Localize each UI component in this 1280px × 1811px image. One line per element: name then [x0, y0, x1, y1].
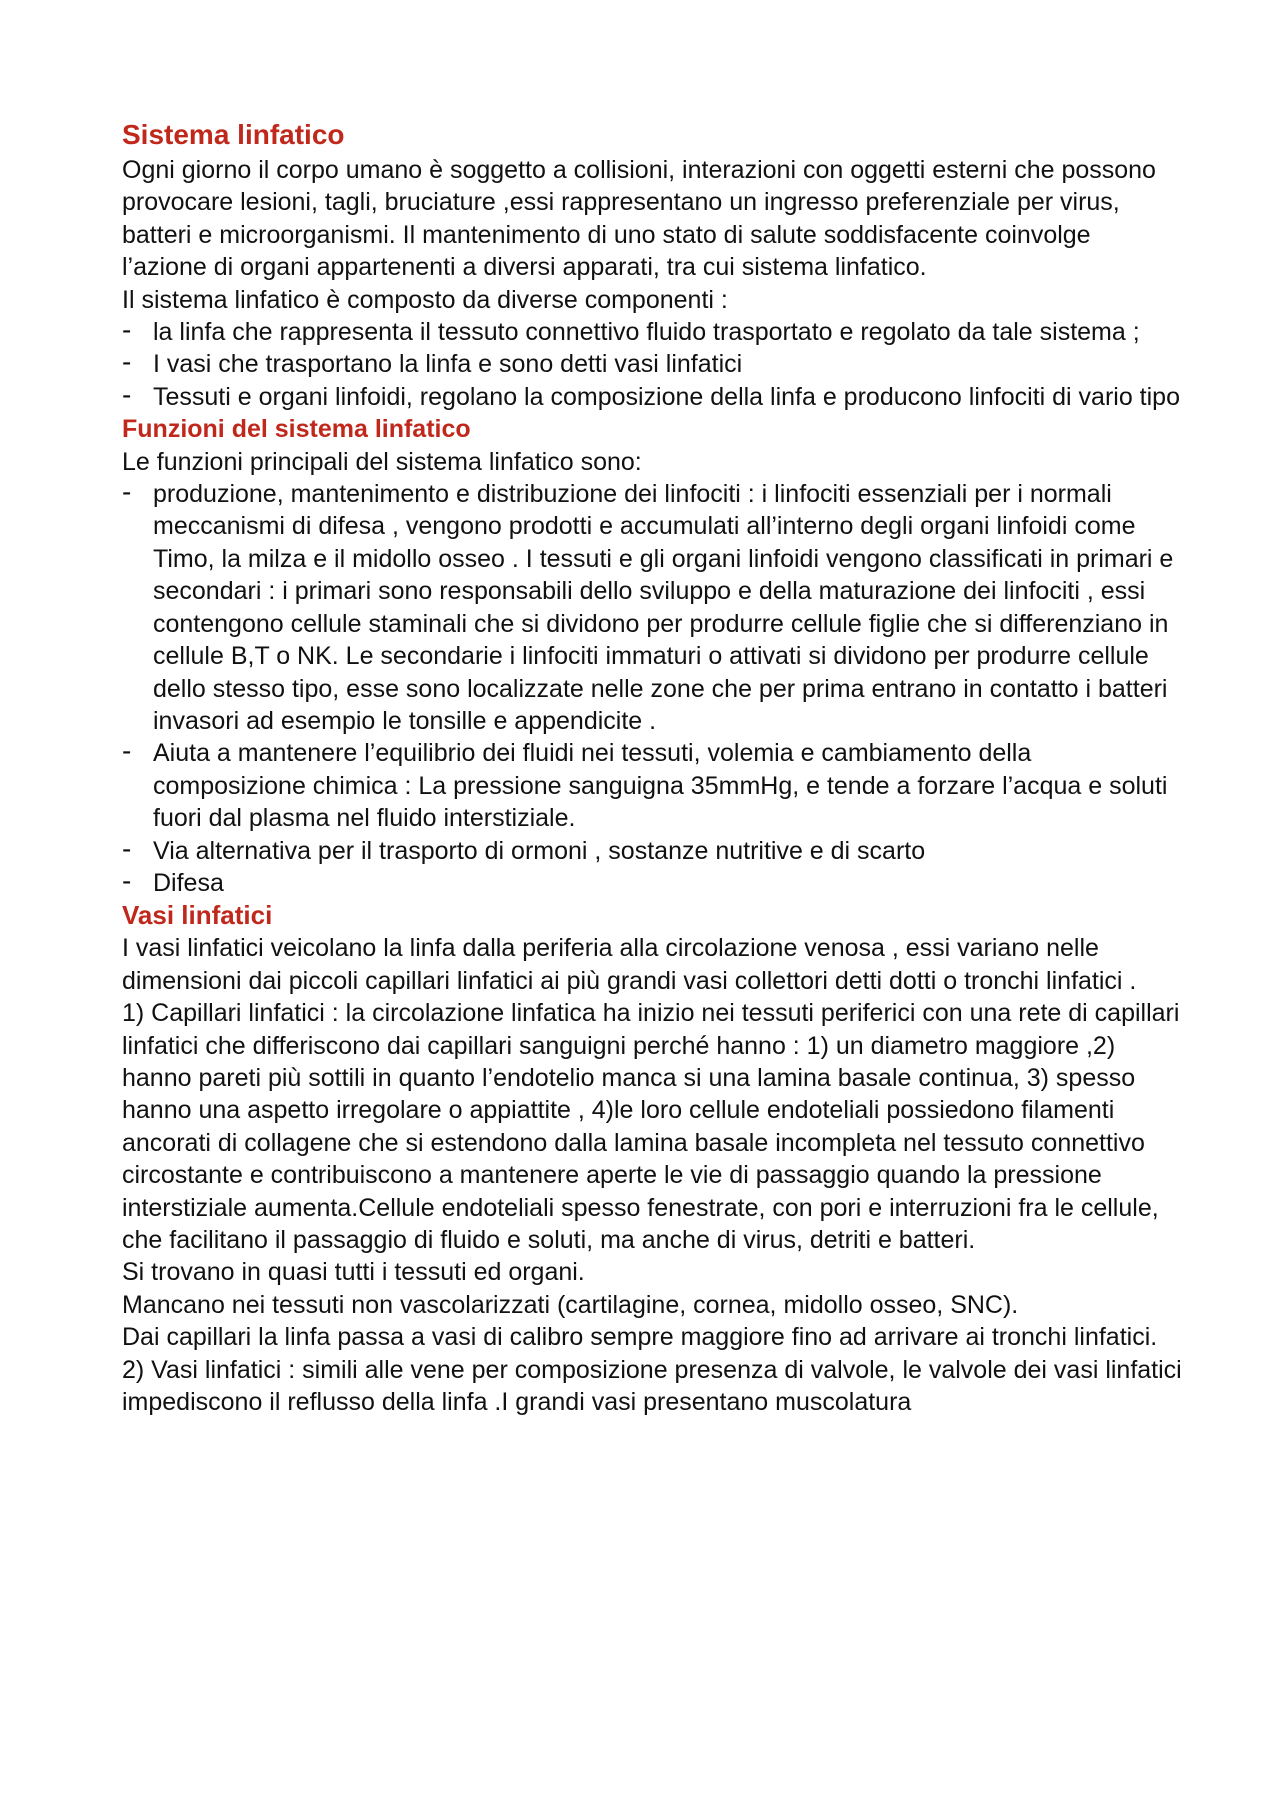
components-intro: Il sistema linfatico è composto da diverse componenti : — [122, 285, 728, 314]
document-page — [122, 118, 1182, 1418]
section-heading-functions: Funzioni del sistema linfatico — [122, 415, 471, 444]
paragraph: 1) Capillari linfatici : la circolazione linfatica ha inizio nei tessuti periferici con una rete di capillari linfatici che differiscono dai capillari sanguigni perché hanno : 1) un diametro maggiore ,2) hanno pareti più sottili in quanto l’endotelio manca si una lamina basale continua, 3) spesso hanno una aspetto irregolare o appiattite , 4)le loro cellule endoteliali possiedono filamenti ancorati di collagene che si estendono dalla lamina basale incompleta nel tessuto connettivo circostante e contribuiscono a mantenere aperte le vie di passaggio quando la pressione interstiziale aumenta.Cellule endoteliali spesso fenestrate, con pori e interruzioni fra le cellule, che facilitano il passaggio di fluido e soluti, ma anche di virus, detriti e batteri. — [122, 999, 1180, 1254]
paragraph: Si trovano in quasi tutti i tessuti ed organi. — [122, 1258, 585, 1287]
list-item: - Tessuti e organi linfoidi, regolano la composizione della linfa e producono linfociti di vario tipo — [122, 381, 1182, 413]
page-title: Sistema linfatico — [122, 119, 345, 150]
list-item: - la linfa che rappresenta il tessuto connettivo fluido trasportato e regolato da tale sistema ; — [122, 316, 1182, 348]
list-item: - produzione, mantenimento e distribuzione dei linfociti : i linfociti essenziali per i normali meccanismi di difesa , vengono prodotti e accumulati all’interno degli organi linfoidi come Timo, la milza e il midollo osseo . I tessuti e gli organi linfoidi vengono classificati in primari e secondari : i primari sono responsabili dello sviluppo e della maturazione dei linfociti , essi contengono cellule staminali che si dividono per produrre cellule figlie che si differenziano in cellule B,T o NK. Le secondarie i linfociti immaturi o attivati si dividono per produrre cellule dello stesso tipo, esse sono localizzate nelle zone che per prima entrano in contatto i batteri invasori ad esempio le tonsille e appendicite . — [122, 478, 1182, 737]
functions-intro: Le funzioni principali del sistema linfatico sono: — [122, 447, 642, 476]
functions-list — [122, 478, 1182, 899]
paragraph: I vasi linfatici veicolano la linfa dalla periferia alla circolazione venosa , essi variano nelle dimensioni dai piccoli capillari linfatici ai più grandi vasi collettori detti dotti o tronchi linfatici . — [122, 934, 1137, 995]
components-list — [122, 316, 1182, 413]
intro-paragraph: Ogni giorno il corpo umano è soggetto a collisioni, interazioni con oggetti esterni che possono provocare lesioni, tagli, bruciature ,essi rappresentano un ingresso preferenziale per virus, batteri e microorganismi. Il mantenimento di uno stato di salute soddisfacente coinvolge l’azione di organi appartenenti a diversi apparati, tra cui sistema linfatico. — [122, 156, 1156, 282]
list-item: - I vasi che trasportano la linfa e sono detti vasi linfatici — [122, 348, 1182, 380]
list-item: - Via alternativa per il trasporto di ormoni , sostanze nutritive e di scarto — [122, 835, 1182, 867]
paragraph: Dai capillari la linfa passa a vasi di calibro sempre maggiore fino ad arrivare ai tronchi linfatici. — [122, 1323, 1158, 1352]
paragraph: 2) Vasi linfatici : simili alle vene per composizione presenza di valvole, le valvole dei vasi linfatici impediscono il reflusso della linfa .I grandi vasi presentano muscolatura — [122, 1355, 1182, 1417]
list-item: - Aiuta a mantenere l’equilibrio dei fluidi nei tessuti, volemia e cambiamento della composizione chimica : La pressione sanguigna 35mmHg, e tende a forzare l’acqua e soluti fuori dal plasma nel fluido interstiziale. — [122, 737, 1182, 834]
list-item: - Difesa — [122, 867, 1182, 899]
section-heading-vessels: Vasi linfatici — [122, 900, 273, 931]
paragraph: Mancano nei tessuti non vascolarizzati (cartilagine, cornea, midollo osseo, SNC). — [122, 1290, 1019, 1319]
